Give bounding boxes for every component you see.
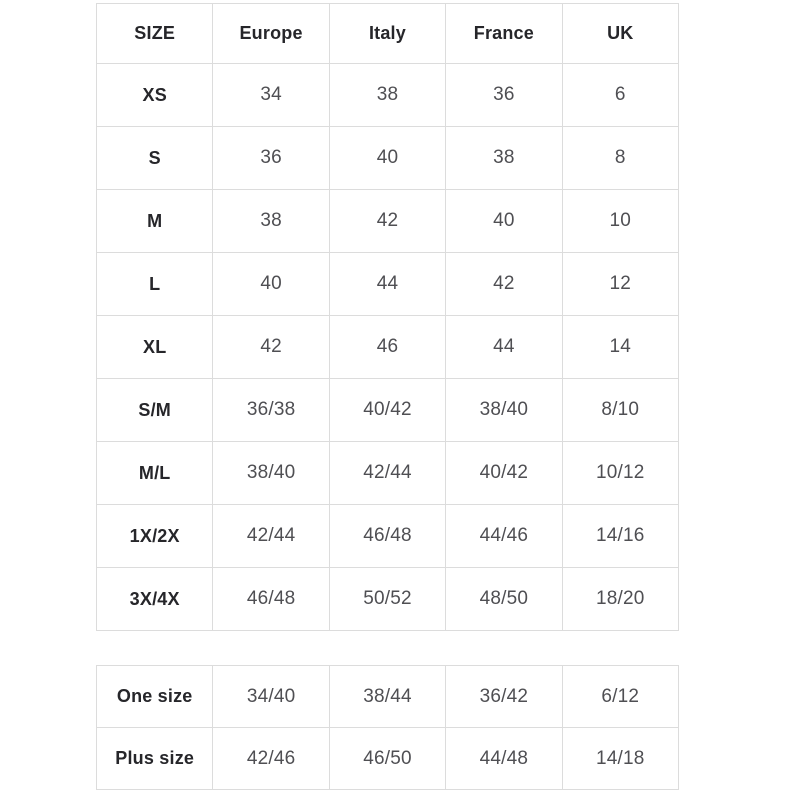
cell-europe: 42 <box>213 316 329 379</box>
cell-italy: 46/48 <box>329 505 445 568</box>
cell-uk: 14 <box>562 316 678 379</box>
row-label: 3X/4X <box>97 568 213 631</box>
table-row-ml <box>97 442 679 505</box>
table-row-s <box>97 127 679 190</box>
cell-france: 44/46 <box>446 505 562 568</box>
row-label: XL <box>97 316 213 379</box>
cell-italy: 50/52 <box>329 568 445 631</box>
cell-france: 38/40 <box>446 379 562 442</box>
cell-france: 36/42 <box>446 666 562 728</box>
cell-france: 48/50 <box>446 568 562 631</box>
cell-italy: 44 <box>329 253 445 316</box>
cell-uk: 14/16 <box>562 505 678 568</box>
cell-italy: 46 <box>329 316 445 379</box>
size-conversion-table <box>96 3 679 631</box>
cell-uk: 6 <box>562 64 678 127</box>
table-row-one-size <box>97 666 679 728</box>
cell-europe: 40 <box>213 253 329 316</box>
table-row-1x2x <box>97 505 679 568</box>
header-row <box>97 4 679 64</box>
column-header-europe: Europe <box>213 4 329 64</box>
cell-uk: 12 <box>562 253 678 316</box>
row-label: S <box>97 127 213 190</box>
column-header-italy: Italy <box>329 4 445 64</box>
cell-europe: 36/38 <box>213 379 329 442</box>
cell-europe: 42/46 <box>213 728 329 790</box>
column-header-size: SIZE <box>97 4 213 64</box>
cell-europe: 34/40 <box>213 666 329 728</box>
cell-france: 40/42 <box>446 442 562 505</box>
cell-france: 42 <box>446 253 562 316</box>
cell-europe: 38/40 <box>213 442 329 505</box>
special-sizes-table-body <box>97 666 679 790</box>
cell-italy: 38/44 <box>329 666 445 728</box>
row-label: XS <box>97 64 213 127</box>
table-row-l <box>97 253 679 316</box>
cell-italy: 40 <box>329 127 445 190</box>
row-label: 1X/2X <box>97 505 213 568</box>
table-row-xs <box>97 64 679 127</box>
row-label: Plus size <box>97 728 213 790</box>
size-table-body <box>97 64 679 631</box>
table-row-3x4x <box>97 568 679 631</box>
row-label: One size <box>97 666 213 728</box>
cell-france: 40 <box>446 190 562 253</box>
special-sizes-table <box>96 665 679 790</box>
cell-france: 38 <box>446 127 562 190</box>
cell-europe: 42/44 <box>213 505 329 568</box>
cell-uk: 8 <box>562 127 678 190</box>
cell-france: 44 <box>446 316 562 379</box>
cell-uk: 6/12 <box>562 666 678 728</box>
cell-uk: 14/18 <box>562 728 678 790</box>
cell-italy: 40/42 <box>329 379 445 442</box>
cell-uk: 10 <box>562 190 678 253</box>
cell-uk: 10/12 <box>562 442 678 505</box>
cell-europe: 46/48 <box>213 568 329 631</box>
cell-europe: 34 <box>213 64 329 127</box>
size-table-header <box>97 4 679 64</box>
cell-uk: 8/10 <box>562 379 678 442</box>
column-header-france: France <box>446 4 562 64</box>
cell-france: 36 <box>446 64 562 127</box>
column-header-uk: UK <box>562 4 678 64</box>
table-row-m <box>97 190 679 253</box>
cell-italy: 42 <box>329 190 445 253</box>
table-row-plus-size <box>97 728 679 790</box>
table-row-xl <box>97 316 679 379</box>
cell-italy: 46/50 <box>329 728 445 790</box>
cell-italy: 38 <box>329 64 445 127</box>
row-label: M/L <box>97 442 213 505</box>
row-label: M <box>97 190 213 253</box>
row-label: S/M <box>97 379 213 442</box>
table-row-sm <box>97 379 679 442</box>
cell-france: 44/48 <box>446 728 562 790</box>
cell-uk: 18/20 <box>562 568 678 631</box>
cell-italy: 42/44 <box>329 442 445 505</box>
cell-europe: 36 <box>213 127 329 190</box>
row-label: L <box>97 253 213 316</box>
cell-europe: 38 <box>213 190 329 253</box>
